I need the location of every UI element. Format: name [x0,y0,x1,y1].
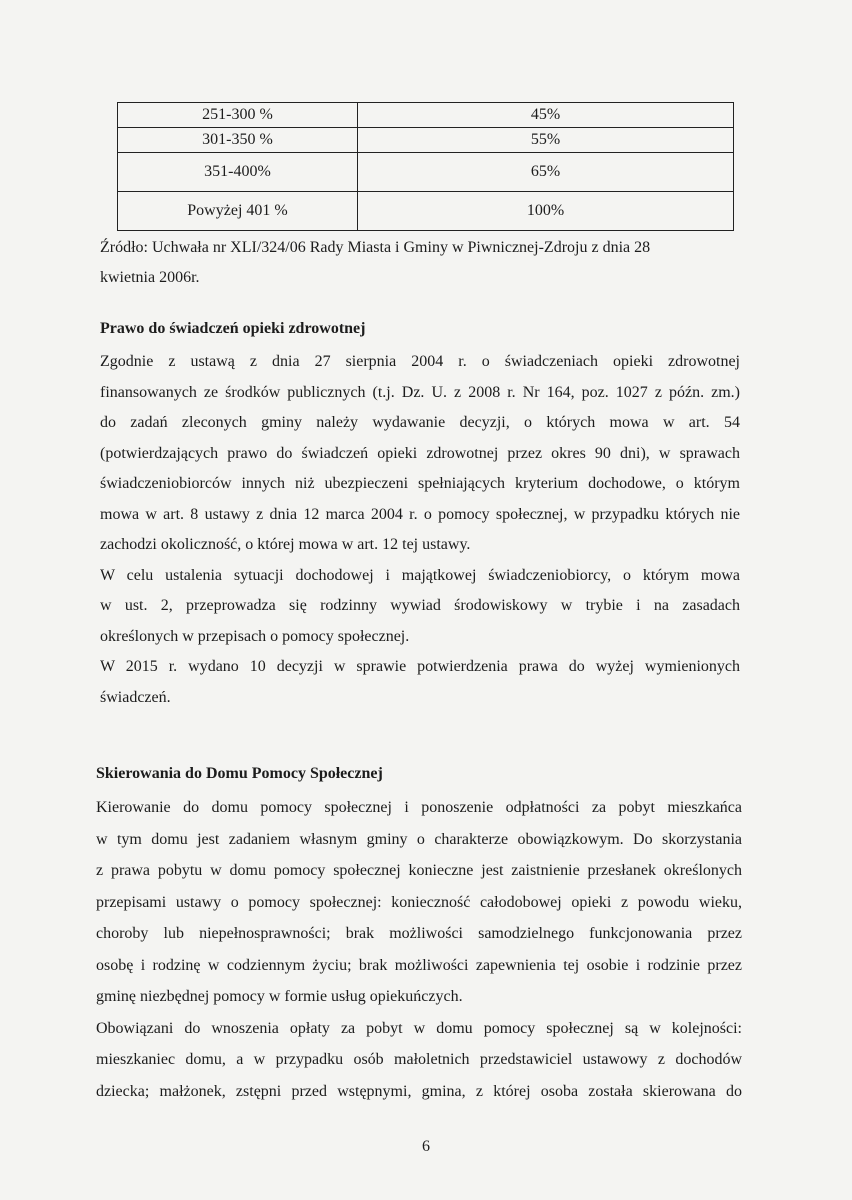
text-line: dziecka; małżonek, zstępni przed wstępnymi, gmina, z której osoba została skierowana do [96,1082,742,1100]
text-line: gminę niezbędnej pomocy w formie usług opiekuńczych. [96,988,463,1005]
care-home-section-text [96,792,742,1107]
text-line: do zadań zleconych gminy należy wydawanie decyzji, o których mowa w art. 54 [100,414,740,431]
text-line: w ust. 2, przeprowadza się rodzinny wywiad środowiskowy w trybie i na zasadach [100,597,740,614]
text-line: zachodzi okoliczność, o której mowa w art. 12 tej ustawy. [100,536,471,553]
payment-percent-cell: 65% [358,153,734,192]
payment-percent-cell: 45% [358,103,734,128]
text-line: w tym domu jest zadaniem własnym gminy o charakterze obowiązkowym. Do skorzystania [96,830,742,848]
text-line: świadczeń. [100,688,171,706]
text-line: mowa w art. 8 ustawy z dnia 12 marca 2004 r. o pomocy społecznej, w przypadku których nie [100,505,740,523]
table-row [118,103,734,128]
table-row [118,153,734,192]
health-care-section-text [100,347,740,713]
income-range-cell: 351-400% [118,153,358,192]
text-line: Obowiązani do wnoszenia opłaty za pobyt w domu pomocy społecznej są w kolejności: [96,1019,742,1037]
table-source-note [100,233,740,293]
table-row [118,128,734,153]
table-row [118,192,734,231]
text-line: mieszkaniec domu, a w przypadku osób małoletnich przedstawiciel ustawowy z dochodów [96,1051,742,1068]
source-line: Źródło: Uchwała nr XLI/324/06 Rady Miasta i Gminy w Piwnicznej-Zdroju z dnia 28 [100,239,651,256]
text-line: osobę i rodzinę w codziennym życiu; brak możliwości zapewnienia tej osobie i rodzinie przez [96,956,742,974]
text-line: finansowanych ze środków publicznych (t.j. Dz. U. z 2008 r. Nr 164, poz. 1027 z późn. zm.) [100,383,740,401]
text-line: świadczeniobiorców innych niż ubezpieczeni spełniających kryterium dochodowe, o którym [100,475,740,492]
text-line: Zgodnie z ustawą z dnia 27 sierpnia 2004 r. o świadczeniach opieki zdrowotnej [100,353,740,370]
payment-percent-cell: 100% [358,192,734,231]
text-line: z prawa pobytu w domu pomocy społecznej konieczne jest zaistnienie przesłanek określonych [96,862,742,879]
text-line: Kierowanie do domu pomocy społecznej i ponoszenie odpłatności za pobyt mieszkańca [96,799,742,816]
text-line: W celu ustalenia sytuacji dochodowej i majątkowej świadczeniobiorcy, o którym mowa [100,566,740,584]
text-line: W 2015 r. wydano 10 decyzji w sprawie potwierdzenia prawa do wyżej wymienionych [100,658,740,675]
text-line: choroby lub niepełnosprawności; brak możliwości samodzielnego funkcjonowania przez [96,925,742,942]
income-range-cell: Powyżej 401 % [118,192,358,231]
income-range-cell: 251-300 % [118,103,358,128]
section-heading-care-home: Skierowania do Domu Pomocy Społecznej [96,765,383,782]
income-range-cell: 301-350 % [118,128,358,153]
section-heading-health-care: Prawo do świadczeń opieki zdrowotnej [100,320,366,337]
payment-percent-cell: 55% [358,128,734,153]
page-number: 6 [422,1138,430,1155]
source-line: kwietnia 2006r. [100,269,200,286]
payment-rate-table [117,102,734,231]
text-line: (potwierdzających prawo do świadczeń opieki zdrowotnej przez okres 90 dni), w sprawach [100,444,740,462]
text-line: przepisami ustawy o pomocy społecznej: konieczność całodobowej opieki z powodu wieku, [96,893,742,911]
text-line: określonych w przepisach o pomocy społecznej. [100,627,410,645]
